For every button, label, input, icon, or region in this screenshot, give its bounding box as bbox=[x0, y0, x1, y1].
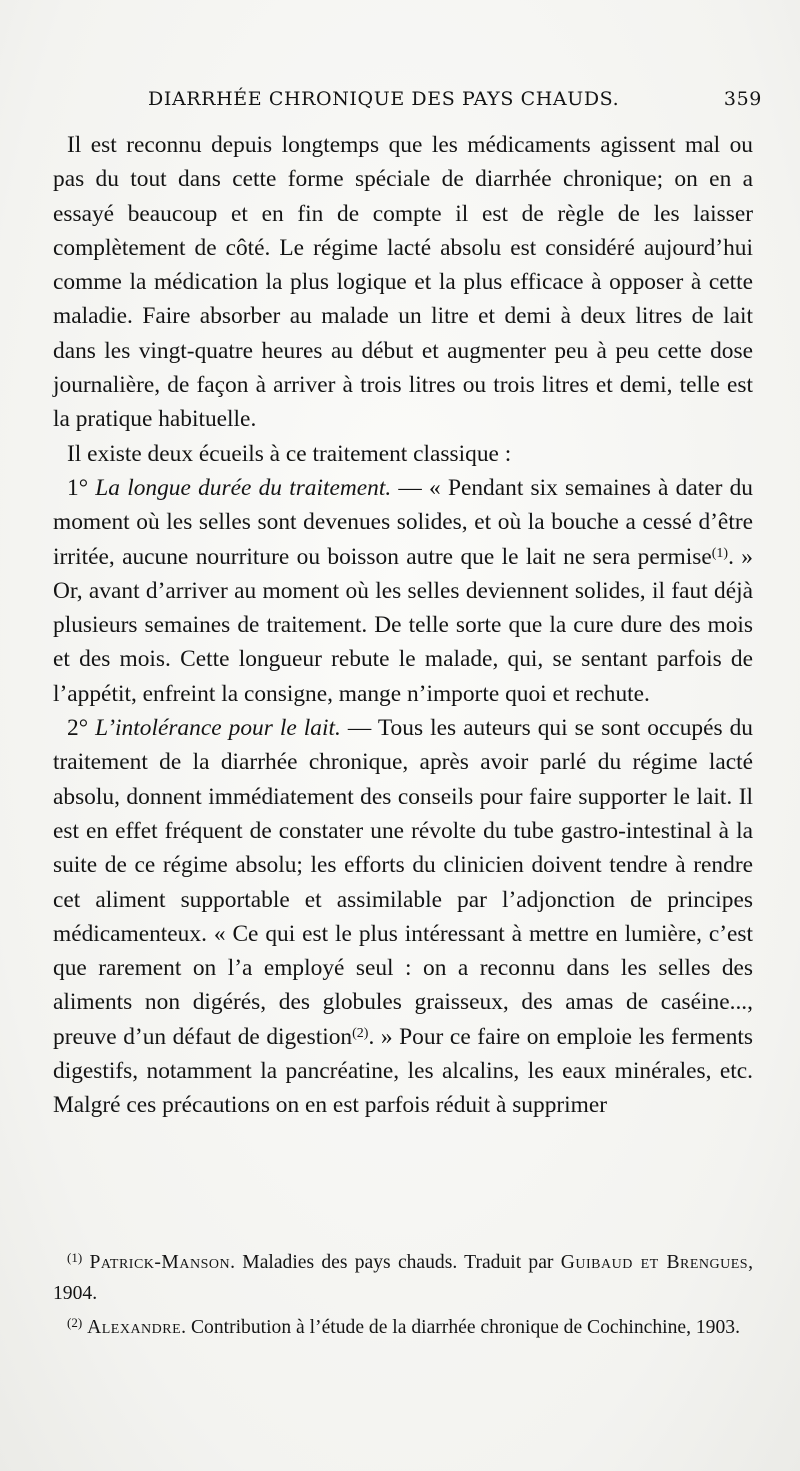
footnote-mark: (1) bbox=[67, 1250, 83, 1265]
paragraph-pitfall-intolerance bbox=[53, 711, 753, 1123]
running-header bbox=[148, 88, 762, 118]
main-text bbox=[53, 128, 753, 1123]
footnote-1 bbox=[53, 1248, 753, 1309]
footnote-ref-2: (2) bbox=[352, 1025, 369, 1041]
paragraph-two-pitfalls: Il existe deux écueils à ce traitement classique : bbox=[67, 440, 512, 467]
footnotes bbox=[53, 1248, 753, 1348]
footnote-text: . Maladies des pays chauds. Traduit par bbox=[230, 1252, 561, 1273]
running-title: DIARRHÉE CHRONIQUE DES PAYS CHAUDS. bbox=[148, 88, 620, 110]
footnote-mark: (2) bbox=[67, 1315, 83, 1330]
paragraph-pitfall-duration bbox=[53, 471, 753, 711]
paragraph-medication: Il est reconnu depuis longtemps que les médicaments agissent mal ou pas du tout dans cette forme spéciale de diarrhée chronique; on en a essayé beaucoup et en fin de compte il est de règle de les laisser complètement de côté. Le régime lacté absolu est considéré aujourd’hui comme la médication la plus logique et la plus efficace à opposer à cette maladie. Faire absorber au malade un litre et demi à deux litres de lait dans les vingt-quatre heures au début et augmenter peu à peu cette dose journalière, de façon à arriver à trois litres ou trois litres et demi, telle est la pratique habituelle. bbox=[53, 132, 753, 433]
footnote-text: . Contribution à l’étude de la diarrhée chronique de Cochinchine, 1903. bbox=[181, 1317, 740, 1338]
italic-heading: La longue durée du traitement. bbox=[95, 474, 392, 501]
page-number: 359 bbox=[723, 88, 762, 110]
paragraph-text: — Tous les auteurs qui se sont occupés du traitement de la diarrhée chronique, après avoir parlé du régime lacté absolu, donnent immédiatement des conseils pour faire supporter le lait. Il est en effet fréquent de constater une révolte du tube gastro-intestinal à la suite de ce régime absolu; les efforts du clinicien doivent tendre à rendre cet aliment supportable et assimilable par l’adjonction de principes médicamenteux. « Ce qui est le plus intéressant à mettre en lumière, c’est que rarement on l’a employé seul : on a reconnu dans les selles des aliments non digérés, des globules graisseux, des amas de caséine..., preuve d’un défaut de digestion bbox=[53, 715, 754, 1050]
paragraph-text: — « Pendant six semaines à dater du moment où les selles sont devenues solides, et où la bouche a cessé d’être irritée, aucune nourriture ou boisson autre que le lait ne sera permise bbox=[53, 474, 753, 570]
paragraph-text: . » Or, avant d’arriver au moment où les selles deviennent solides, il faut déjà plusieurs semaines de traitement. De telle sorte que la cure dure des mois et des mois. Cette longueur rebute le malade, qui, se sentant parfois de l’appétit, enfreint la consigne, mange n’importe quoi et rechute. bbox=[53, 543, 754, 707]
list-number: 1° bbox=[67, 474, 89, 501]
footnote-author: Patrick-Manson bbox=[89, 1252, 231, 1273]
paragraph-text: . » Pour ce faire on emploie les ferments digestifs, notamment la pancréatine, les alcalins, les eaux minérales, etc. Malgré ces précautions on en est parfois réduit à supprimer bbox=[53, 1023, 753, 1119]
footnote-2 bbox=[53, 1313, 753, 1344]
italic-heading: L’intolérance pour le lait. bbox=[95, 715, 341, 742]
footnote-ref-1: (1) bbox=[711, 545, 729, 561]
footnote-text: , 1904. bbox=[53, 1252, 753, 1304]
footnote-author: Alexandre bbox=[87, 1317, 182, 1338]
footnote-translators: Guibaud et Brengues bbox=[560, 1252, 749, 1273]
list-number: 2° bbox=[67, 715, 89, 742]
